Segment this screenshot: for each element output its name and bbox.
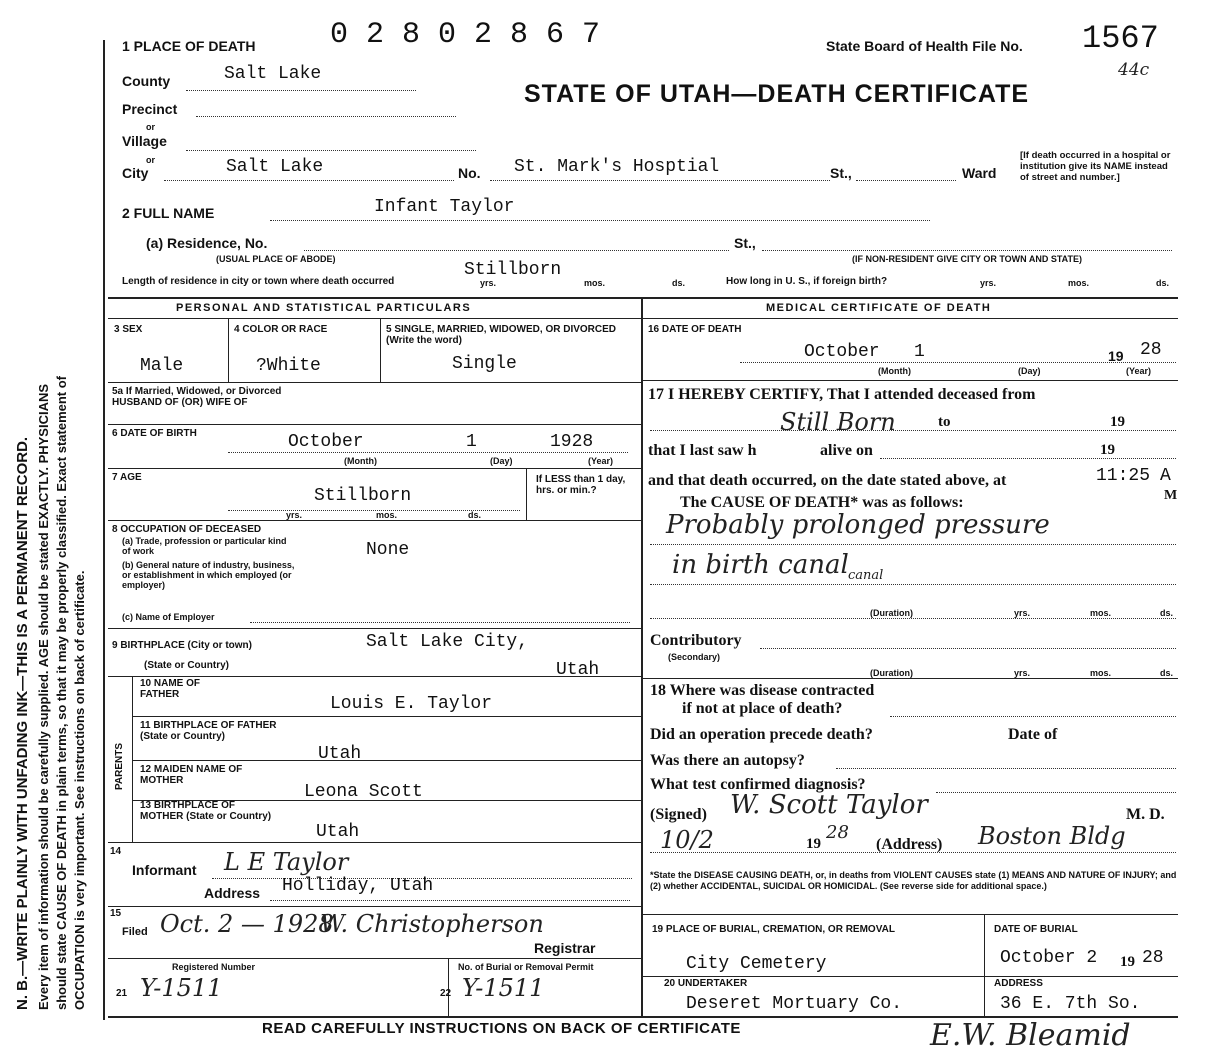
registrar-label: Registrar bbox=[534, 940, 596, 956]
margin-instruction-4: OCCUPATION is very important. See instructions on back of certificate. bbox=[72, 570, 87, 1010]
ward-note: [If death occurred in a hospital or institution give its NAME instead of street and number.] bbox=[1020, 150, 1171, 183]
burial-permit-label: No. of Burial or Removal Permit bbox=[458, 962, 594, 972]
residence-label: (a) Residence, No. bbox=[146, 235, 268, 251]
alive-on-label: alive on bbox=[820, 442, 873, 459]
reg-number: Y-1511 bbox=[140, 974, 223, 1002]
file-no: 1567 bbox=[1082, 20, 1159, 57]
dob-day: 1 bbox=[466, 432, 477, 452]
nineteen-1: 19 bbox=[1110, 414, 1125, 430]
occupation-b: (b) General nature of industry, business, or establishment in which employed (or employer) bbox=[122, 560, 295, 590]
duration-ds-2: ds. bbox=[1160, 668, 1174, 678]
length-yrs: yrs. bbox=[480, 278, 497, 288]
cause-label: The CAUSE OF DEATH* was as follows: bbox=[680, 494, 964, 511]
filed-date: Oct. 2 — 1928 bbox=[160, 910, 334, 938]
burial-permit-number: Y-1511 bbox=[462, 974, 545, 1002]
informant-address: Holliday, Utah bbox=[282, 876, 434, 896]
burial-label: 19 PLACE OF BURIAL, CREMATION, OR REMOVAL bbox=[652, 924, 895, 935]
duration-yrs-1: yrs. bbox=[1014, 608, 1031, 618]
last-saw-label: that I last saw h bbox=[648, 442, 757, 459]
dob-month: October bbox=[288, 432, 364, 452]
signed-label: (Signed) bbox=[650, 806, 707, 823]
sign-date: 10/2 bbox=[660, 826, 714, 854]
registrar-signature: W. Christopherson bbox=[320, 910, 544, 938]
age-ds: ds. bbox=[468, 510, 482, 520]
autopsy-label: Was there an autopsy? bbox=[650, 752, 805, 769]
foreign-yrs: yrs. bbox=[980, 278, 997, 288]
mother-value: Leona Scott bbox=[304, 782, 423, 802]
duration-ds-1: ds. bbox=[1160, 608, 1174, 618]
death-month: October bbox=[804, 342, 880, 362]
date-of-death-label: 16 DATE OF DEATH bbox=[648, 324, 742, 335]
mother-birthplace-label: 13 BIRTHPLACE OF MOTHER (State or Country) bbox=[140, 800, 272, 822]
footer-signature: E.W. Bleamid bbox=[930, 1018, 1131, 1053]
cause-correction: canal bbox=[848, 568, 884, 583]
death-time-m: M bbox=[1164, 488, 1178, 503]
burial-year: 28 bbox=[1142, 948, 1164, 968]
disease-contracted-label-2: if not at place of death? bbox=[682, 700, 843, 717]
file-no-label: State Board of Health File No. bbox=[826, 38, 1023, 54]
death-day-sub: (Day) bbox=[1018, 366, 1041, 376]
undertaker-address-label: ADDRESS bbox=[994, 978, 1043, 989]
nonresident-note: (IF NON-RESIDENT GIVE CITY OR TOWN AND STATE) bbox=[852, 254, 1083, 264]
color-value: ?White bbox=[256, 356, 321, 376]
street-no-label: No. bbox=[458, 165, 481, 181]
contributory-label: Contributory bbox=[650, 632, 742, 649]
county-value: Salt Lake bbox=[224, 64, 322, 84]
occupation-a: (a) Trade, profession or particular kind of work bbox=[122, 536, 287, 556]
duration-label-2: (Duration) bbox=[870, 668, 913, 678]
length-residence-label: Length of residence in city or town where death occurred bbox=[122, 276, 395, 287]
disease-contracted-label: 18 Where was disease contracted bbox=[650, 682, 875, 699]
or-label-2: or bbox=[146, 155, 155, 165]
burial-date: October 2 bbox=[1000, 948, 1098, 968]
death-year: 28 bbox=[1140, 340, 1162, 360]
marital-label: 5 SINGLE, MARRIED, WIDOWED, OR DIVORCED (Write the word) bbox=[386, 324, 617, 346]
county-label: County bbox=[122, 73, 171, 89]
dob-month-sub: (Month) bbox=[344, 456, 377, 466]
filed-label: Filed bbox=[122, 926, 148, 938]
item-22: 22 bbox=[440, 988, 452, 999]
death-time: 11:25 bbox=[1096, 466, 1151, 486]
father-birthplace-label: 11 BIRTHPLACE OF FATHER (State or Country) bbox=[140, 720, 277, 742]
reg-number-label: Registered Number bbox=[172, 962, 256, 972]
foreign-mos: mos. bbox=[1068, 278, 1090, 288]
duration-yrs-2: yrs. bbox=[1014, 668, 1031, 678]
place-of-death-label: 1 PLACE OF DEATH bbox=[122, 38, 256, 54]
informant-label: Informant bbox=[132, 862, 197, 878]
village-label: Village bbox=[122, 133, 167, 149]
burial-date-label: DATE OF BURIAL bbox=[994, 924, 1078, 935]
physician-address: Boston Bldg bbox=[978, 822, 1126, 850]
city-label: City bbox=[122, 165, 149, 181]
residence-st-label: St., bbox=[734, 235, 756, 251]
sign-year: 28 bbox=[826, 822, 849, 843]
personal-section-title: PERSONAL AND STATISTICAL PARTICULARS bbox=[176, 302, 472, 314]
death-19: 19 bbox=[1108, 348, 1124, 364]
death-month-sub: (Month) bbox=[878, 366, 911, 376]
age-yrs: yrs. bbox=[286, 510, 303, 520]
precinct-label: Precinct bbox=[122, 101, 178, 117]
occupation-c: (c) Name of Employer bbox=[122, 612, 215, 622]
birthplace-city: Salt Lake City, bbox=[366, 632, 529, 652]
md-label: M. D. bbox=[1126, 806, 1165, 823]
margin-instruction-2: Every item of information should be carefully supplied. AGE should be stated EXACTLY. PHYSICIANS bbox=[36, 383, 51, 1010]
item-14: 14 bbox=[110, 846, 122, 857]
or-label-1: or bbox=[146, 122, 155, 132]
to-label: to bbox=[938, 414, 951, 430]
sex-label: 3 SEX bbox=[114, 324, 143, 335]
test-label: What test confirmed diagnosis? bbox=[650, 776, 866, 793]
cause-footnote: *State the DISEASE CAUSING DEATH, or, in deaths from VIOLENT CAUSES state (1) MEANS AND NATURE OF INJURY; and (2) whether ACCIDENTAL, SUICIDAL OR HOMICIDAL. (See reverse side for additional space.) bbox=[650, 870, 1177, 891]
address-label: (Address) bbox=[876, 836, 943, 853]
dob-year-sub: (Year) bbox=[588, 456, 614, 466]
cause-line-2: in birth canal bbox=[672, 550, 849, 580]
city-value: Salt Lake bbox=[226, 157, 324, 177]
death-year-sub: (Year) bbox=[1126, 366, 1152, 376]
spouse-label: 5a If Married, Widowed, or Divorced HUSBAND OF (OR) WIFE OF bbox=[112, 386, 282, 408]
certify-label: 17 I HEREBY CERTIFY, That I attended deceased from bbox=[648, 386, 1036, 403]
margin-instruction-1: N. B.—WRITE PLAINLY WITH UNFADING INK—THIS IS A PERMANENT RECORD. bbox=[14, 436, 31, 1010]
secondary-label: (Secondary) bbox=[668, 652, 721, 662]
residence-sub: (USUAL PLACE OF ABODE) bbox=[216, 254, 336, 264]
undertaker-value: Deseret Mortuary Co. bbox=[686, 994, 903, 1014]
hospital-value: St. Mark's Hosptial bbox=[514, 157, 720, 177]
age-value: Stillborn bbox=[314, 486, 412, 506]
informant-signature: L E Taylor bbox=[224, 848, 349, 876]
father-label: 10 NAME OF FATHER bbox=[140, 678, 201, 700]
dob-day-sub: (Day) bbox=[490, 456, 513, 466]
street-label: St., bbox=[830, 165, 852, 181]
medical-section-title: MEDICAL CERTIFICATE OF DEATH bbox=[766, 302, 992, 314]
birthplace-state: Utah bbox=[556, 660, 600, 680]
date-of-label: Date of bbox=[1008, 726, 1058, 743]
parents-label: PARENTS bbox=[114, 742, 125, 790]
color-label: 4 COLOR OR RACE bbox=[234, 324, 328, 335]
father-birthplace: Utah bbox=[318, 744, 362, 764]
operation-label: Did an operation precede death? bbox=[650, 726, 873, 743]
stamp-number: 0 2 8 0 2 8 6 7 bbox=[330, 18, 601, 52]
length-mos: mos. bbox=[584, 278, 606, 288]
sex-value: Male bbox=[140, 356, 184, 376]
duration-label-1: (Duration) bbox=[870, 608, 913, 618]
undertaker-address: 36 E. 7th So. bbox=[1000, 994, 1141, 1014]
marital-value: Single bbox=[452, 354, 517, 374]
age-label: 7 AGE bbox=[112, 472, 142, 483]
age-mos: mos. bbox=[376, 510, 398, 520]
birthplace-state-label: (State or Country) bbox=[144, 660, 229, 671]
occupation-label: 8 OCCUPATION OF DECEASED bbox=[112, 524, 262, 535]
foreign-birth-label: How long in U. S., if foreign birth? bbox=[726, 276, 888, 287]
death-time-a: A bbox=[1160, 466, 1171, 486]
mother-label: 12 MAIDEN NAME OF MOTHER bbox=[140, 764, 243, 786]
dob-label: 6 DATE OF BIRTH bbox=[112, 428, 197, 439]
item-21: 21 bbox=[116, 988, 128, 999]
sign-19: 19 bbox=[806, 836, 821, 852]
undertaker-label: 20 UNDERTAKER bbox=[664, 978, 748, 989]
file-no-note: 44c bbox=[1118, 60, 1150, 80]
duration-mos-1: mos. bbox=[1090, 608, 1112, 618]
mother-birthplace: Utah bbox=[316, 822, 360, 842]
certificate-title: STATE OF UTAH—DEATH CERTIFICATE bbox=[524, 80, 1030, 108]
death-day: 1 bbox=[914, 342, 925, 362]
length-residence-value: Stillborn bbox=[464, 260, 562, 280]
full-name-value: Infant Taylor bbox=[374, 197, 515, 217]
foreign-ds: ds. bbox=[1156, 278, 1170, 288]
dob-year: 1928 bbox=[550, 432, 594, 452]
occupation-value: None bbox=[366, 540, 410, 560]
length-ds: ds. bbox=[672, 278, 686, 288]
duration-mos-2: mos. bbox=[1090, 668, 1112, 678]
burial-19: 19 bbox=[1120, 954, 1135, 970]
full-name-label: 2 FULL NAME bbox=[122, 205, 215, 221]
physician-signature: W. Scott Taylor bbox=[730, 790, 928, 820]
item-15: 15 bbox=[110, 908, 122, 919]
nineteen-2: 19 bbox=[1100, 442, 1115, 458]
margin-instruction-3: should state CAUSE OF DEATH in plain terms, so that it may be properly classified. Exact statement of bbox=[54, 375, 69, 1010]
burial-place: City Cemetery bbox=[686, 954, 827, 974]
father-value: Louis E. Taylor bbox=[330, 694, 493, 714]
footer-instruction: READ CAREFULLY INSTRUCTIONS ON BACK OF CERTIFICATE bbox=[262, 1020, 741, 1037]
attended-from: Still Born bbox=[780, 408, 896, 436]
less-than-label: If LESS than 1 day, hrs. or min.? bbox=[536, 474, 626, 496]
ward-label: Ward bbox=[962, 165, 997, 181]
informant-address-label: Address bbox=[204, 885, 261, 901]
occurred-label: and that death occurred, on the date stated above, at bbox=[648, 472, 1007, 489]
birthplace-label: 9 BIRTHPLACE (City or town) bbox=[112, 640, 252, 651]
cause-line-1: Probably prolonged pressure bbox=[666, 510, 1050, 540]
